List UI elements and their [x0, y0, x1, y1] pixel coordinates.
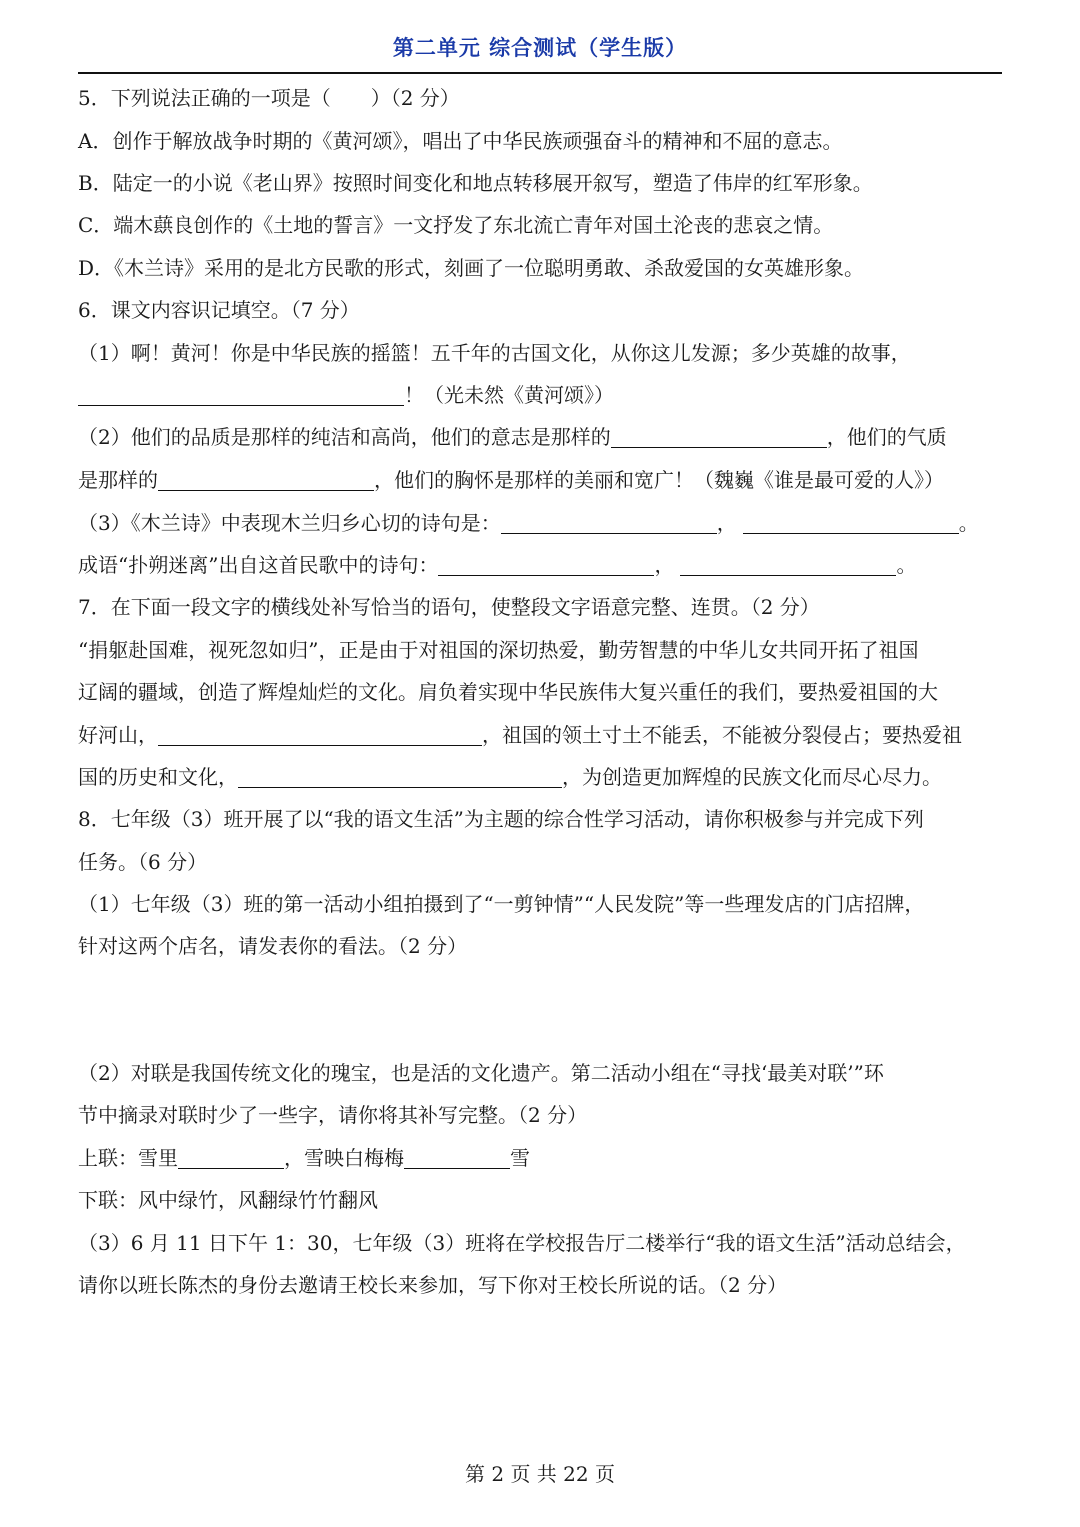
q8-part3-line1: （3）6 月 11 日下午 1：30，七年级（3）班将在学校报告厅二楼举行“我的语文生活”活动总结会，	[78, 1231, 966, 1255]
q8-couplet-upper	[78, 1144, 530, 1172]
answer-blank[interactable]	[78, 385, 404, 406]
q7-line4-text-a: 国的历史和文化，	[78, 765, 238, 789]
answer-blank[interactable]	[680, 555, 896, 576]
q6-part2-text-c: 是那样的	[78, 468, 158, 492]
q5-option-d: D．《木兰诗》采用的是北方民歌的形式，刻画了一位聪明勇敢、杀敌爱国的女英雄形象。	[78, 256, 865, 280]
q6-part3-text-a: （3）《木兰诗》中表现木兰归乡心切的诗句是：	[78, 511, 501, 535]
answer-blank[interactable]	[178, 1148, 284, 1169]
q7-line1: “捐躯赴国难，视死忽如归”，正是由于对祖国的深切热爱，勤劳智慧的中华儿女共同开拓了祖国	[78, 638, 919, 662]
q6-part1-line2	[78, 381, 614, 409]
q6-part1-source: ！（光未然《黄河颂》）	[404, 383, 614, 407]
q5-stem: 5．下列说法正确的一项是（ ）（2 分）	[78, 86, 460, 110]
q8-part2-line1: （2）对联是我国传统文化的瑰宝，也是活的文化遗产。第二活动小组在“寻找‘最美对联’”环	[78, 1061, 884, 1085]
q6-part3-line1	[78, 509, 979, 537]
answer-blank[interactable]	[158, 470, 374, 491]
q7-line3-text-b: ，祖国的领土寸土不能丢，不能被分裂侵占；要热爱祖	[482, 723, 962, 747]
q8-stem-line2: 任务。（6 分）	[78, 850, 208, 874]
q5-option-b: B．陆定一的小说《老山界》按照时间变化和地点转移展开叙写，塑造了伟岸的红军形象。	[78, 171, 873, 195]
q6-part2-text-d: ，他们的胸怀是那样的美丽和宽广！（魏巍《谁是最可爱的人》）	[374, 468, 944, 492]
q6-part1-line1: （1）啊！黄河！你是中华民族的摇篮！五千年的古国文化，从你这儿发源；多少英雄的故事，	[78, 341, 911, 365]
q6-part2-text-a: （2）他们的品质是那样的纯洁和高尚，他们的意志是那样的	[78, 425, 611, 449]
answer-blank[interactable]	[611, 427, 827, 448]
q8-part1-line2: 针对这两个店名，请发表你的看法。（2 分）	[78, 934, 468, 958]
q6-part2-text-b: ，他们的气质	[826, 425, 947, 449]
q6-part3-end: 。	[958, 511, 979, 535]
answer-blank[interactable]	[238, 767, 562, 788]
couplet-upper-text-b: ，雪映白梅梅	[284, 1146, 404, 1170]
q6-stem: 6．课文内容识记填空。（7 分）	[78, 298, 360, 322]
q5-option-c: C．端木蕻良创作的《土地的誓言》一文抒发了东北流亡青年对国土沦丧的悲哀之情。	[78, 213, 834, 237]
answer-blank[interactable]	[743, 513, 959, 534]
q6-part2-line2	[78, 466, 944, 494]
q6-part2-line1	[78, 423, 947, 451]
answer-blank[interactable]	[404, 1148, 510, 1169]
answer-blank[interactable]	[158, 725, 482, 746]
q7-line4	[78, 763, 942, 791]
q8-part3-line2: 请你以班长陈杰的身份去邀请王校长来参加，写下你对王校长所说的话。（2 分）	[78, 1273, 788, 1297]
q6-part3-sep2: ，	[654, 553, 675, 577]
couplet-upper-text-c: 雪	[510, 1146, 530, 1170]
q7-line4-text-b: ，为创造更加辉煌的民族文化而尽心尽力。	[562, 765, 942, 789]
q8-couplet-lower: 下联：风中绿竹，风翻绿竹竹翻风	[78, 1188, 378, 1212]
q5-option-a: A．创作于解放战争时期的《黄河颂》，唱出了中华民族顽强奋斗的精神和不屈的意志。	[78, 129, 843, 153]
q8-stem-line1: 8．七年级（3）班开展了以“我的语文生活”为主题的综合性学习活动，请你积极参与并完成下列	[78, 807, 924, 831]
q6-part3-sep: ，	[716, 511, 737, 535]
answer-blank[interactable]	[501, 513, 717, 534]
q8-part1-line1: （1）七年级（3）班的第一活动小组拍摄到了“一剪钟情”“人民发院”等一些理发店的门店招牌，	[78, 892, 925, 916]
page-number: 第 2 页 共 22 页	[465, 1462, 615, 1486]
couplet-upper-text-a: 上联：雪里	[78, 1146, 178, 1170]
q6-part3-text-b: 成语“扑朔迷离”出自这首民歌中的诗句：	[78, 553, 439, 577]
header-title: 第二单元 综合测试（学生版）	[392, 36, 688, 60]
q7-line3	[78, 721, 962, 749]
q7-line2: 辽阔的疆域，创造了辉煌灿烂的文化。肩负着实现中华民族伟大复兴重任的我们，要热爱祖国的大	[78, 680, 938, 704]
page-header	[78, 28, 1002, 74]
q6-part3-line2	[78, 551, 916, 579]
q7-stem: 7．在下面一段文字的横线处补写恰当的语句，使整段文字语意完整、连贯。（2 分）	[78, 595, 820, 619]
q7-line3-text-a: 好河山，	[78, 723, 158, 747]
answer-blank[interactable]	[438, 555, 654, 576]
q8-part2-line2: 节中摘录对联时少了一些字，请你将其补写完整。（2 分）	[78, 1103, 588, 1127]
q6-part3-end2: 。	[896, 553, 917, 577]
